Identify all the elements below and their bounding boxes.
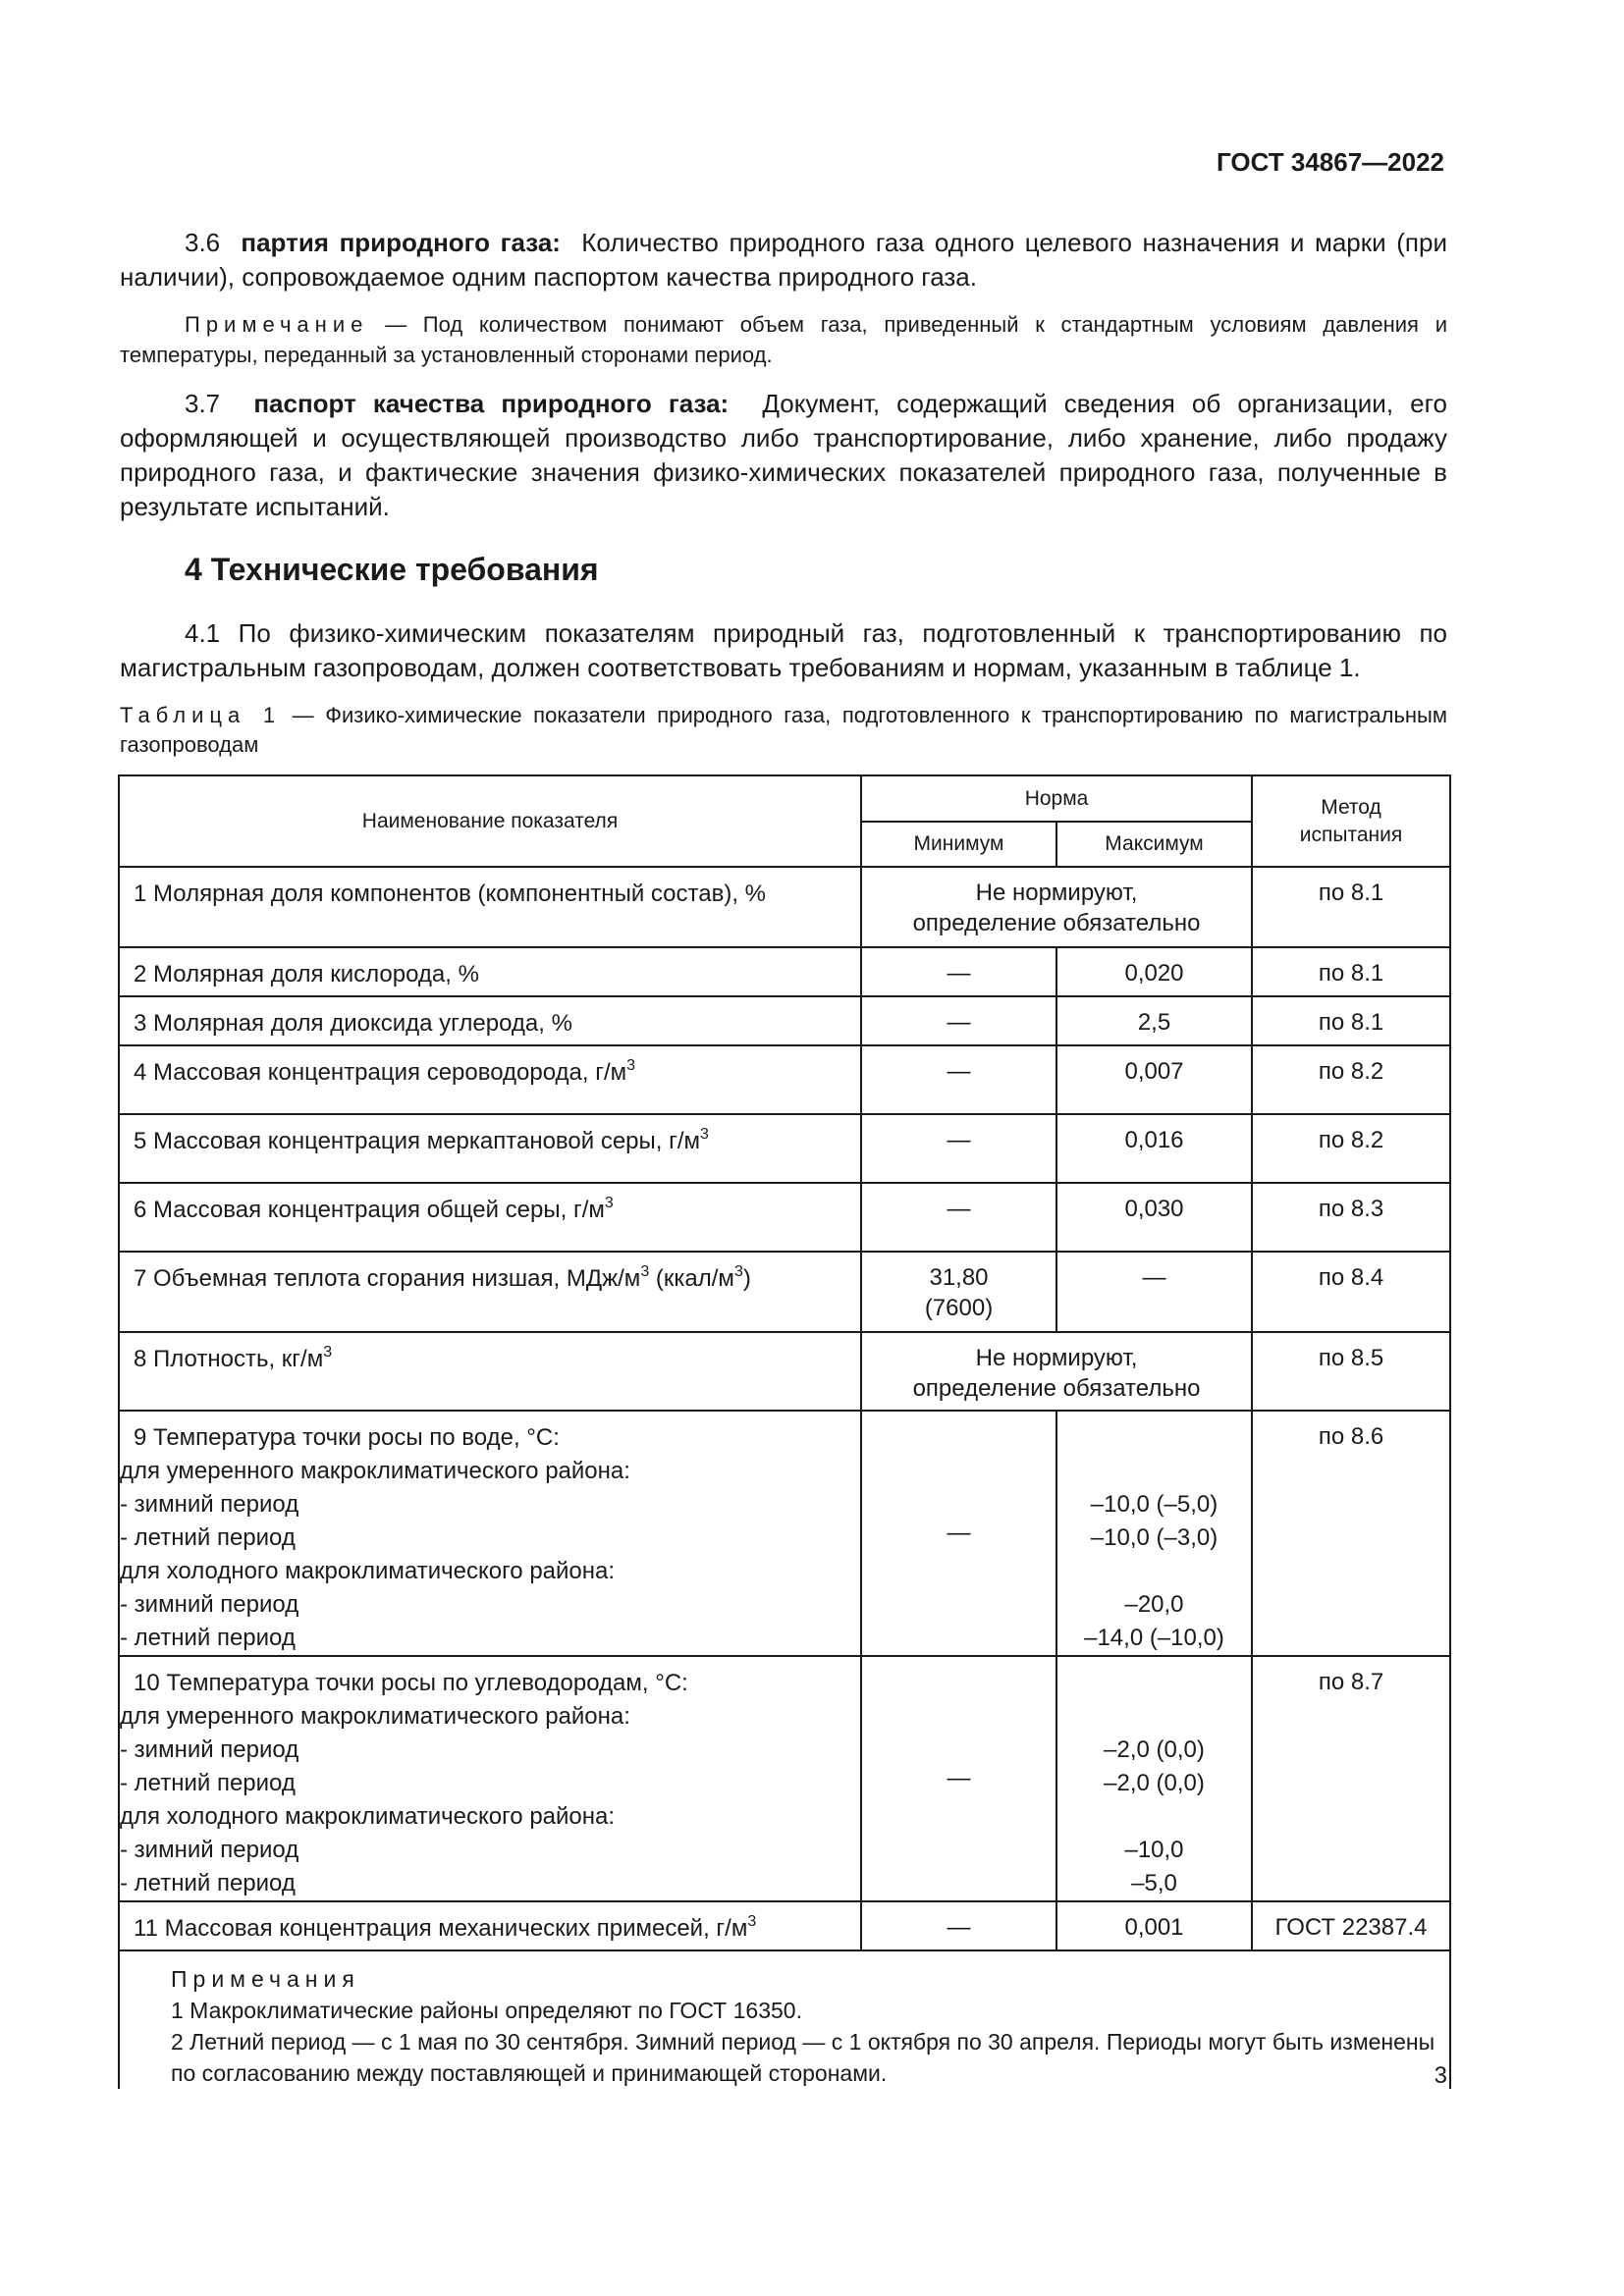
table-row bbox=[119, 947, 1450, 996]
table-row bbox=[119, 1114, 1450, 1183]
row-min: — bbox=[861, 1183, 1056, 1252]
row-method: по 8.6 bbox=[1252, 1411, 1450, 1656]
table-row bbox=[119, 1183, 1450, 1252]
table-row bbox=[119, 1045, 1450, 1114]
row-name: 9 Температура точки росы по воде, °С: для умеренного макроклиматического района: - зимний период - летний период для холодного макроклиматического района: - зимний период - летний период bbox=[119, 1411, 861, 1656]
row-name: 7 Объемная теплота сгорания низшая, МДж/$м^3$ $(ккал/м^3)$ bbox=[119, 1252, 861, 1332]
table-notes-row bbox=[119, 1950, 1450, 2089]
note-text: — Под количеством понимают объем газа, приведенный к стандартным условиям давления и температуры, переданный за установленный сторонами период. bbox=[120, 312, 1447, 367]
row-max: 0,001 bbox=[1056, 1901, 1252, 1950]
row-min: — bbox=[861, 1114, 1056, 1183]
header-norm: Норма bbox=[861, 775, 1252, 822]
table-caption-text: — Физико-химические показатели природного газа, подготовленного к транспортированию по магистральным газопроводам bbox=[120, 703, 1447, 757]
row-name: 10 Температура точки росы по углеводородам, °С: для умеренного макроклиматического района: - зимний период - летний период для холодного макроклиматического района: - зимний период - летний период bbox=[119, 1656, 861, 1901]
note-2: 2 Летний период — с 1 мая по 30 сентября. Зимний период — с 1 октября по 30 апреля. Периоды могут быть изменены по согласованию между поставляющей и принимающей сторонами. bbox=[171, 2029, 1435, 2086]
paragraph-4-1 bbox=[120, 616, 1447, 685]
definition-text: Документ, содержащий сведения об организации, его оформляющей и осуществляющей производство либо транспортирование, либо хранение, либо продажу природного газа, и фактические значения физико-химических показателей природного газа, полученные в результате испытаний. bbox=[120, 389, 1447, 521]
row-min: — bbox=[861, 1045, 1056, 1114]
row-name: 2 Молярная доля кислорода, % bbox=[119, 947, 861, 996]
row-max: 0,016 bbox=[1056, 1114, 1252, 1183]
section-title: 4 Технические требования bbox=[185, 552, 599, 587]
row-max: 0,007 bbox=[1056, 1045, 1252, 1114]
table-caption bbox=[120, 701, 1447, 760]
header-max: Максимум bbox=[1056, 822, 1252, 867]
row-max: –2,0 (0,0) –2,0 (0,0) –10,0 –5,0 bbox=[1056, 1656, 1252, 1901]
table-row bbox=[119, 1252, 1450, 1332]
row-max: –10,0 (–5,0) –10,0 (–3,0) –20,0 –14,0 (–10,0) bbox=[1056, 1411, 1252, 1656]
row-min: — bbox=[861, 1901, 1056, 1950]
row-merged-norm: Не нормируют, определение обязательно bbox=[861, 1332, 1252, 1411]
row-max: 0,020 bbox=[1056, 947, 1252, 996]
definition-3-6 bbox=[120, 226, 1447, 294]
row-method: по 8.7 bbox=[1252, 1656, 1450, 1901]
table-row bbox=[119, 1411, 1450, 1656]
standard-header: ГОСТ 34867—2022 bbox=[1217, 147, 1444, 177]
header-name: Наименование показателя bbox=[119, 775, 861, 867]
table-row bbox=[119, 996, 1450, 1045]
note-3-6 bbox=[120, 309, 1447, 370]
row-name: 6 Массовая концентрация общей серы, $г/м^3$ bbox=[119, 1183, 861, 1252]
row-method: по 8.4 bbox=[1252, 1252, 1450, 1332]
note-label: Примечание bbox=[185, 312, 369, 337]
definition-term: партия природного газа: bbox=[241, 228, 561, 257]
note-1: 1 Макроклиматические районы определяют по ГОСТ 16350. bbox=[171, 1998, 802, 2023]
row-max: 2,5 bbox=[1056, 996, 1252, 1045]
row-min: 31,80 (7600) bbox=[861, 1252, 1056, 1332]
row-min: — bbox=[861, 947, 1056, 996]
row-max: 0,030 bbox=[1056, 1183, 1252, 1252]
header-method: Метод испытания bbox=[1252, 775, 1450, 867]
table-notes bbox=[119, 1950, 1450, 2089]
row-name: 8 Плотность, $кг/м^3$ bbox=[119, 1332, 861, 1411]
row-method: по 8.1 bbox=[1252, 867, 1450, 947]
row-min: — bbox=[861, 1411, 1056, 1656]
notes-title: Примечания bbox=[171, 1966, 360, 1992]
definition-number: 3.6 bbox=[185, 228, 221, 257]
paragraph-text: 4.1 По физико-химическим показателям природный газ, подготовленный к транспортированию по магистральным газопроводам, должен соответствовать требованиям и нормам, указанным в таблице 1. bbox=[120, 618, 1447, 682]
row-method: по 8.3 bbox=[1252, 1183, 1450, 1252]
row-max: — bbox=[1056, 1252, 1252, 1332]
row-merged-norm: Не нормируют, определение обязательно bbox=[861, 867, 1252, 947]
table-row bbox=[119, 1656, 1450, 1901]
row-min: — bbox=[861, 996, 1056, 1045]
row-method: ГОСТ 22387.4 bbox=[1252, 1901, 1450, 1950]
row-min: — bbox=[861, 1656, 1056, 1901]
table-row bbox=[119, 867, 1450, 947]
table-row bbox=[119, 1901, 1450, 1950]
definition-3-7 bbox=[120, 387, 1447, 524]
definition-number: 3.7 bbox=[185, 389, 221, 418]
row-method: по 8.2 bbox=[1252, 1114, 1450, 1183]
definition-text: Количество природного газа одного целевого назначения и марки (при наличии), сопровождаемое одним паспортом качества природного газа. bbox=[120, 228, 1447, 292]
row-method: по 8.1 bbox=[1252, 947, 1450, 996]
specification-table bbox=[118, 774, 1451, 2089]
row-method: по 8.2 bbox=[1252, 1045, 1450, 1114]
row-method: по 8.1 bbox=[1252, 996, 1450, 1045]
row-name: 11 Массовая концентрация механических примесей, $г/м^3$ bbox=[119, 1901, 861, 1950]
table-row bbox=[119, 1332, 1450, 1411]
definition-term: паспорт качества природного газа: bbox=[253, 389, 730, 418]
row-name: 4 Массовая концентрация сероводорода, $г/м^3$ bbox=[119, 1045, 861, 1114]
page-number: 3 bbox=[1434, 2062, 1447, 2089]
row-name: 5 Массовая концентрация меркаптановой серы, $г/м^3$ bbox=[119, 1114, 861, 1183]
header-min: Минимум bbox=[861, 822, 1056, 867]
row-name: 1 Молярная доля компонентов (компонентный состав), % bbox=[119, 867, 861, 947]
table-caption-label: Таблица 1 bbox=[120, 703, 282, 727]
row-method: по 8.5 bbox=[1252, 1332, 1450, 1411]
row-name: 3 Молярная доля диоксида углерода, % bbox=[119, 996, 861, 1045]
